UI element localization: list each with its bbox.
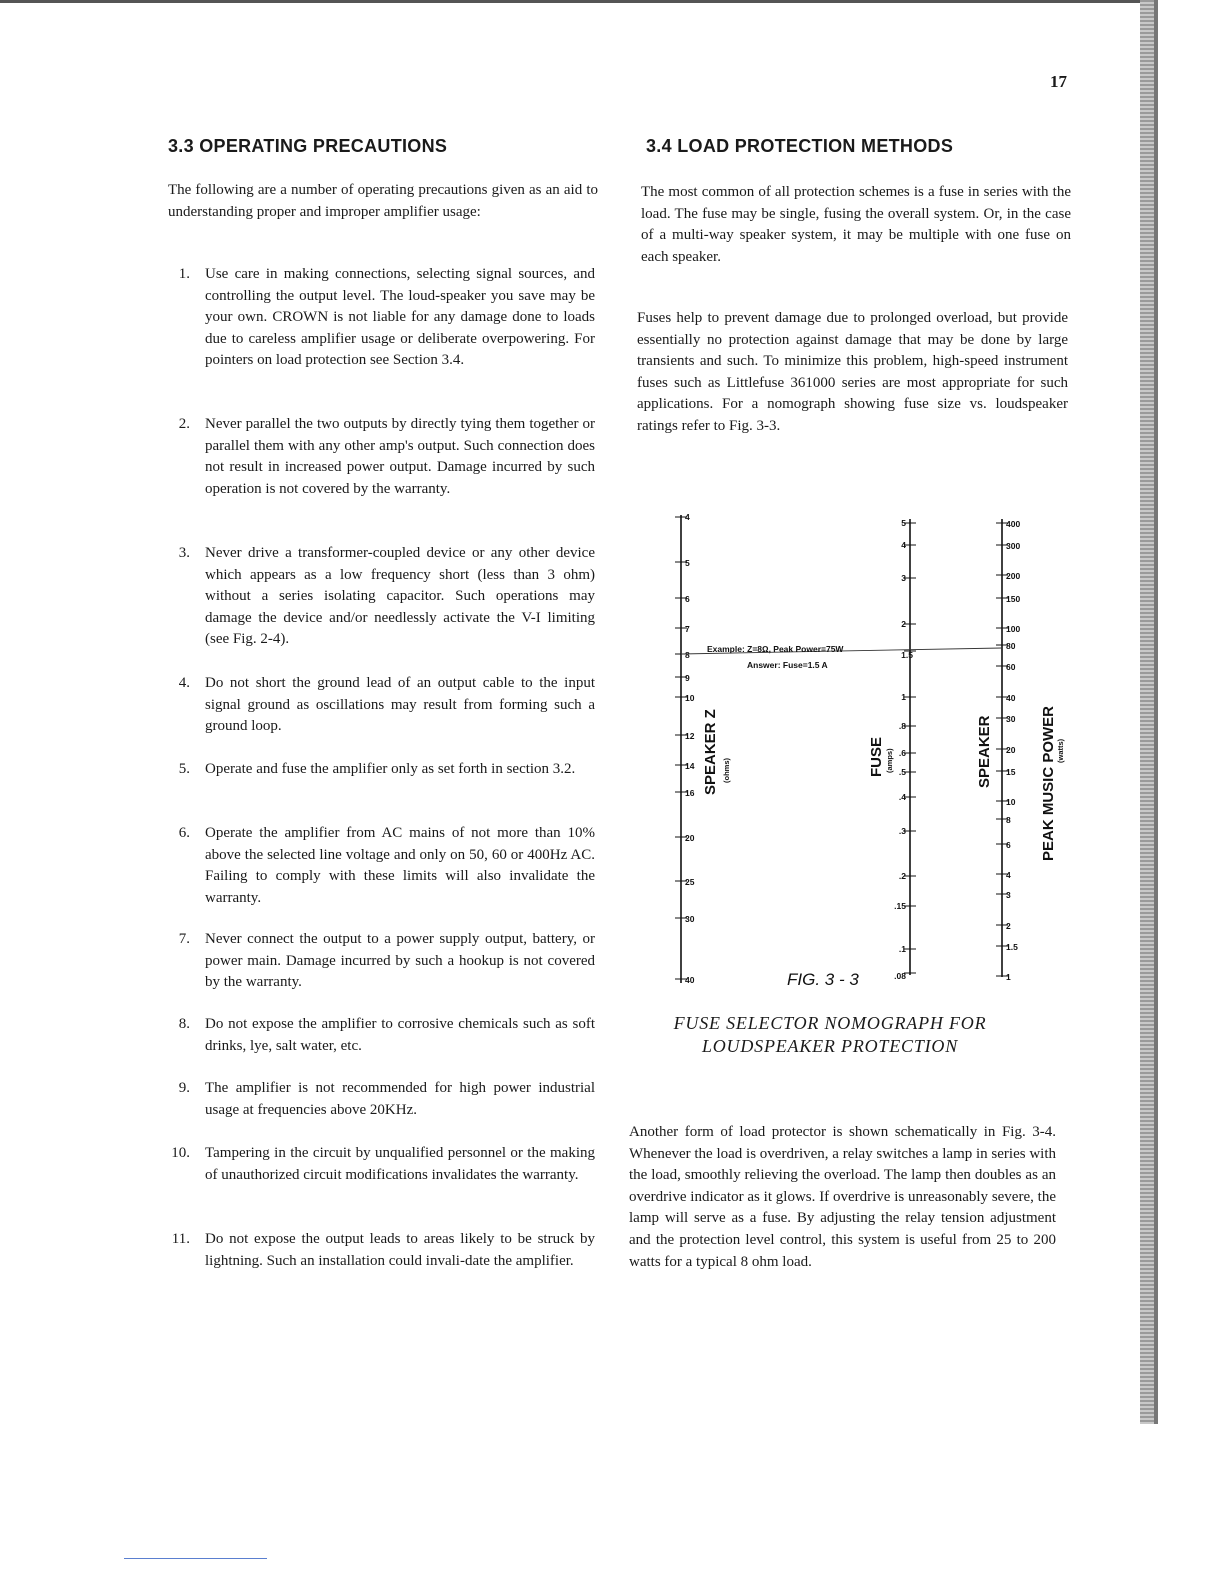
fuse-tick: 4 (901, 540, 906, 550)
list-item (160, 543, 595, 653)
answer-label: Answer: Fuse=1.5 A (747, 660, 828, 670)
speaker-z-tick: 10 (685, 693, 695, 703)
speaker-z-tick: 9 (685, 673, 690, 683)
fuse-tick: .5 (898, 767, 906, 777)
section-heading-operating-precautions: 3.3 OPERATING PRECAUTIONS (168, 136, 448, 156)
list-number: 7. (178, 931, 190, 947)
list-text: Use care in making connections, selecting signal sources, and controlling the output level. The loud-speaker you save may be your own. CROWN is not liable for any damage done to loads due to careless amplifier usage or deliberate overpowering. For pointers on load protection see Section 3.4. (205, 266, 595, 369)
fuse-nomograph (665, 505, 1065, 995)
power-tick: 30 (1006, 714, 1016, 724)
list-number: 11. (171, 1231, 190, 1247)
list-item (160, 1143, 595, 1213)
fuse-tick: 2 (901, 619, 906, 629)
load-protection-paragraph-3: Another form of load protector is shown schematically in Fig. 3-4. Whenever the load is overdriven, a relay switches a lamp in series with the load, smoothly relieving the overload. The lamp then doubles as an overdrive indicator as it glows. If overdrive is unreasonably severe, the lamp will serve as a fuse. By adjusting the relay tension adjustment and the protection level control, this system is useful from 25 to 200 watts for a typical 8 ohm load. (629, 1124, 1056, 1270)
peak-music-power-title: PEAK MUSIC POWER (1040, 705, 1057, 861)
figure-caption-line-1: FUSE SELECTOR NOMOGRAPH FOR (673, 1013, 987, 1033)
power-tick: 1.5 (1006, 942, 1018, 952)
fuse-tick: .15 (894, 901, 906, 911)
power-unit: (watts) (1056, 738, 1065, 763)
list-text: Do not short the ground lead of an output cable to the input signal ground as oscillations may result from forming such a ground loop. (205, 675, 595, 735)
list-number: 6. (178, 825, 190, 841)
list-number: 10. (171, 1145, 190, 1161)
list-number: 9. (178, 1080, 190, 1096)
speaker-z-tick: 30 (685, 914, 695, 924)
list-item (160, 673, 595, 743)
power-tick: 2 (1006, 921, 1011, 931)
speaker-z-tick: 25 (685, 877, 695, 887)
list-text: Operate the amplifier from AC mains of not more than 10% above the selected line voltage and only on 50, 60 or 400Hz AC. Failing to comply with these limits will also invalidate the warranty. (205, 825, 595, 906)
fuse-tick: .1 (898, 944, 906, 954)
power-tick: 20 (1006, 745, 1016, 755)
fuse-tick: 3 (901, 573, 906, 583)
list-number: 3. (178, 545, 190, 561)
speaker-z-unit: (ohms) (722, 758, 731, 783)
list-item (160, 929, 595, 999)
speaker-z-tick: 5 (685, 558, 690, 568)
fuse-tick: .3 (898, 826, 906, 836)
list-text: Tampering in the circuit by unqualified personnel or the making of unauthorized circuit modifications invalidates the warranty. (205, 1145, 595, 1183)
list-text: Never parallel the two outputs by directly tying them together or parallel them with any other amp's output. Such connection does not result in increased power output. Damage incurred by such operation is not covered by the warranty. (205, 416, 595, 497)
fuse-tick: .2 (898, 871, 906, 881)
scan-edge-strip (1140, 0, 1154, 1424)
load-protection-paragraph-2: Fuses help to prevent damage due to prolonged overload, but provide essentially no protection against damage that may be done by large transients and such. To minimize this problem, high-speed instrument fuses such as Littlefuse 361000 series are most appropriate for such applications. For a nomograph showing fuse size vs. loudspeaker ratings refer to Fig. 3-3. (637, 310, 1068, 434)
list-text: Never drive a transformer-coupled device or any other device which appears as a low frequency short (less than 3 ohm) without a series isolating capacitor. Such operations may damage the device and/or needlessly activate the V-I limiting (see Fig. 2-4). (205, 545, 595, 648)
fuse-title: FUSE (868, 736, 885, 777)
list-number: 8. (178, 1016, 190, 1032)
speaker-z-ticks (675, 512, 695, 985)
fuse-unit: (amps) (885, 748, 894, 773)
speaker-z-tick: 16 (685, 788, 695, 798)
speaker-z-tick: 12 (685, 731, 695, 741)
power-tick: 40 (1006, 693, 1016, 703)
fuse-ticks (894, 518, 916, 981)
example-label: Example: Z=8Ω, Peak Power=75W (707, 644, 844, 654)
list-item (160, 1229, 595, 1299)
list-number: 4. (178, 675, 190, 691)
load-protection-paragraph-1: The most common of all protection schemes is a fuse in series with the load. The fuse may be single, fusing the overall system. Or, in the case of a multi-way speaker system, it may be multiple with one fuse on each speaker. (641, 184, 1071, 265)
power-ticks (996, 519, 1020, 982)
list-item (160, 823, 595, 913)
speaker-z-title: SPEAKER Z (702, 709, 719, 795)
list-item (160, 759, 595, 809)
list-number: 1. (178, 266, 190, 282)
speaker-z-tick: 14 (685, 761, 695, 771)
power-tick: 60 (1006, 662, 1016, 672)
power-tick: 6 (1006, 840, 1011, 850)
power-tick: 80 (1006, 641, 1016, 651)
footer-rule (124, 1558, 267, 1559)
power-tick: 200 (1006, 571, 1021, 581)
list-item (160, 264, 595, 394)
power-tick: 4 (1006, 870, 1011, 880)
list-number: 2. (178, 416, 190, 432)
power-tick: 8 (1006, 815, 1011, 825)
fuse-tick: .8 (898, 721, 906, 731)
figure-label: FIG. 3 - 3 (787, 970, 859, 989)
list-item (160, 414, 595, 524)
scan-edge-strip-dark (1154, 0, 1158, 1424)
speaker-z-tick: 40 (685, 975, 695, 985)
list-text: Operate and fuse the amplifier only as set forth in section 3.2. (205, 761, 576, 777)
list-text: Never connect the output to a power supply output, battery, or power main. Damage incurred by such a hookup is not covered by the warranty. (205, 931, 595, 991)
speaker-z-tick: 7 (685, 624, 690, 634)
power-speaker-title: SPEAKER (976, 715, 993, 788)
list-text: Do not expose the output leads to areas likely to be struck by lightning. Such an installation could invali-date the amplifier. (205, 1231, 595, 1269)
intro-paragraph: The following are a number of operating precautions given as an aid to understanding proper and improper amplifier usage: (168, 182, 598, 220)
list-text: The amplifier is not recommended for high power industrial usage at frequencies above 20KHz. (205, 1080, 595, 1118)
fuse-tick: 1.5 (901, 650, 913, 660)
fuse-tick: .08 (894, 971, 906, 981)
page-number: 17 (1050, 72, 1067, 91)
power-tick: 400 (1006, 519, 1021, 529)
list-item (160, 1078, 595, 1128)
precautions-list (160, 0, 595, 1300)
fuse-tick: 1 (901, 692, 906, 702)
speaker-z-tick: 6 (685, 594, 690, 604)
power-tick: 1 (1006, 972, 1011, 982)
power-tick: 3 (1006, 890, 1011, 900)
list-number: 5. (178, 761, 190, 777)
power-tick: 150 (1006, 594, 1021, 604)
speaker-z-tick: 4 (685, 512, 690, 522)
power-tick: 15 (1006, 767, 1016, 777)
figure-caption-line-2: LOUDSPEAKER PROTECTION (701, 1036, 959, 1056)
fuse-tick: .4 (898, 792, 906, 802)
section-heading-load-protection: 3.4 LOAD PROTECTION METHODS (646, 136, 954, 156)
power-tick: 100 (1006, 624, 1021, 634)
power-tick: 300 (1006, 541, 1021, 551)
list-item (160, 1014, 595, 1064)
list-text: Do not expose the amplifier to corrosive chemicals such as soft drinks, lye, salt water, etc. (205, 1016, 595, 1054)
speaker-z-tick: 20 (685, 833, 695, 843)
fuse-tick: 5 (901, 518, 906, 528)
fuse-tick: .6 (898, 748, 906, 758)
power-tick: 10 (1006, 797, 1016, 807)
speaker-z-tick: 8 (685, 650, 690, 660)
